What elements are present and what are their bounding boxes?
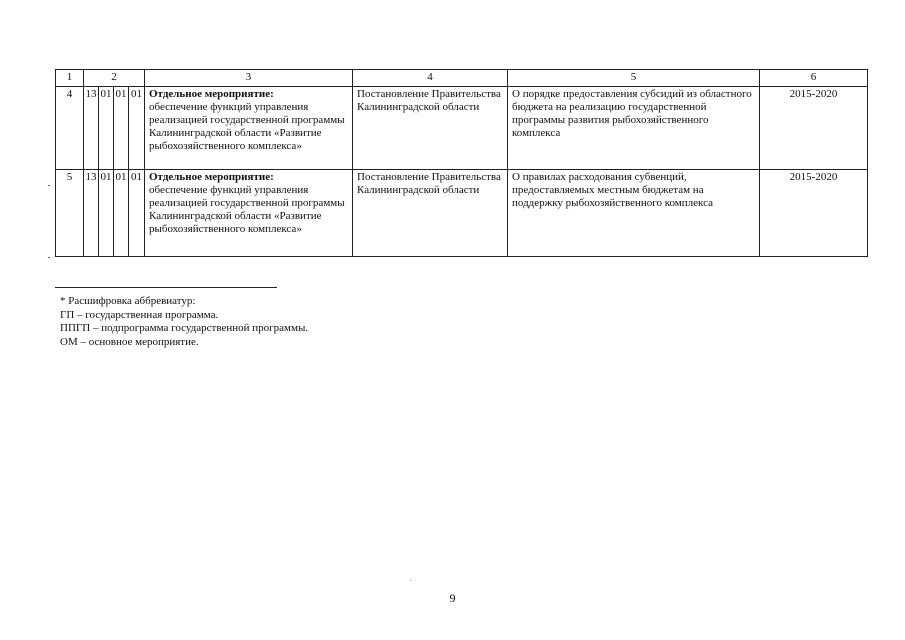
header-col-4: 4 <box>353 70 508 87</box>
code-main-event: 01 <box>114 87 129 170</box>
header-col-6: 6 <box>760 70 868 87</box>
scan-speck <box>410 580 411 581</box>
row-number: 4 <box>56 87 84 170</box>
event-cell <box>145 170 353 257</box>
period-years: 2015-2020 <box>760 87 868 170</box>
legal-act: Постановление Правительства Калининградской области <box>353 87 508 170</box>
code-subprogram: 01 <box>99 87 114 170</box>
footnote-line: ОМ – основное мероприятие. <box>60 335 199 348</box>
footnote-line: ГП – государственная программа. <box>60 308 219 321</box>
page-number: 9 <box>449 591 456 605</box>
footnote-line: ППГП – подпрограмма государственной программы. <box>60 322 309 334</box>
code-subprogram: 01 <box>99 170 114 257</box>
footnote-title: * Расшифровка аббревиатур: <box>60 295 196 307</box>
table-row <box>56 170 868 257</box>
event-description: обеспечение функций управления реализацией государственной программы Калининградской области «Развитие рыбохозяйственного комплекса» <box>149 184 345 235</box>
header-row <box>56 70 868 87</box>
code-main-event: 01 <box>114 170 129 257</box>
period-years: 2015-2020 <box>760 170 868 257</box>
header-col-2: 2 <box>84 70 145 87</box>
code-event: 01 <box>129 87 145 170</box>
program-table <box>55 69 868 257</box>
abbreviation-footnote <box>60 295 308 349</box>
act-subject: О порядке предоставления субсидий из областного бюджета на реализацию государственной программы развития рыбохозяйственного комплекса <box>508 87 760 170</box>
event-description: обеспечение функций управления реализацией государственной программы Калининградской области «Развитие рыбохозяйственного комплекса» <box>149 101 345 152</box>
code-program: 13 <box>84 87 99 170</box>
header-col-5: 5 <box>508 70 760 87</box>
event-title: Отдельное мероприятие: <box>149 88 274 100</box>
act-subject: О правилах расходования субвенций, предоставляемых местным бюджетам на поддержку рыбохозяйственного комплекса <box>508 170 760 257</box>
header-col-1: 1 <box>56 70 84 87</box>
margin-mark <box>48 257 50 258</box>
code-event: 01 <box>129 170 145 257</box>
event-cell <box>145 87 353 170</box>
margin-mark <box>48 185 50 186</box>
legal-act: Постановление Правительства Калининградской области <box>353 170 508 257</box>
header-col-3: 3 <box>145 70 353 87</box>
event-title: Отдельное мероприятие: <box>149 171 274 183</box>
table-row <box>56 87 868 170</box>
code-program: 13 <box>84 170 99 257</box>
row-number: 5 <box>56 170 84 257</box>
footnote-separator <box>55 287 277 288</box>
